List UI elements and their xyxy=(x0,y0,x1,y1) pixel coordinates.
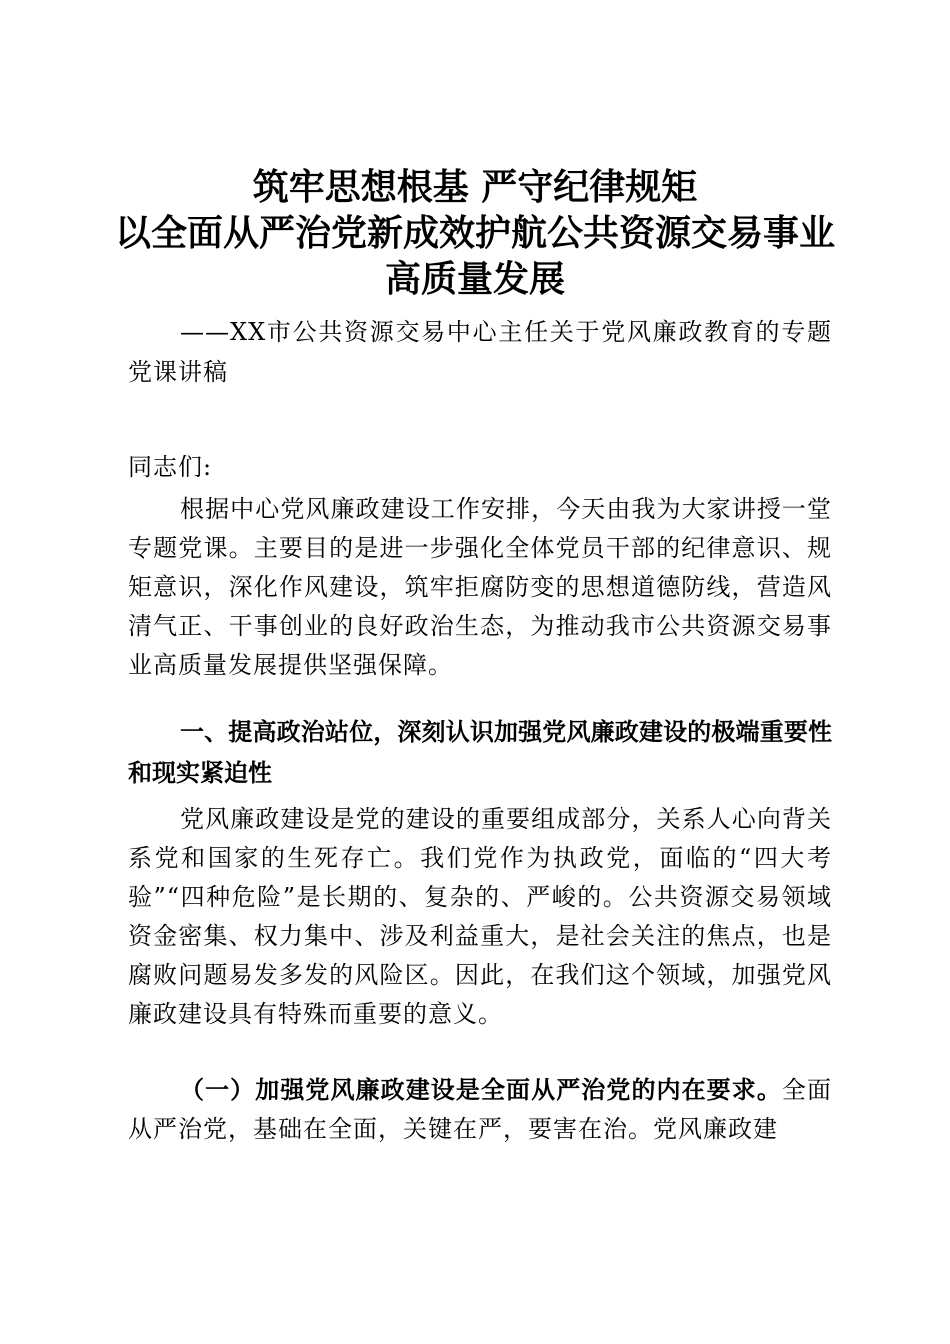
paragraph-subsection-1 xyxy=(128,1070,832,1149)
section-heading-1: 一、提高政治站位，深刻认识加强党风廉政建设的极端重要性和现实紧迫性 xyxy=(128,718,832,787)
salutation: 同志们: xyxy=(128,453,213,481)
paragraph-section-1: 党风廉政建设是党的建设的重要组成部分，关系人心向背关系党和国家的生死存亡。我们党作为执政党，面临的“四大考验”“四种危险”是长期的、复杂的、严峻的。公共资源交易领域资金密集、权力集中、涉及利益重大，是社会关注的焦点，也是腐败问题易发多发的风险区。因此，在我们这个领域，加强党风廉政建设具有特殊而重要的意义。 xyxy=(128,805,832,1028)
title-line-2: 以全面从严治党新成效护航公共资源交易事业 xyxy=(114,212,835,254)
subsection-lead: （一）加强党风廉政建设是全面从严治党的内在要求。 xyxy=(180,1075,782,1104)
subtitle: ——XX市公共资源交易中心主任关于党风廉政教育的专题党课讲稿 xyxy=(128,318,832,386)
title-line-3: 高质量发展 xyxy=(384,258,565,300)
title-line-1: 筑牢思想根基 严守纪律规矩 xyxy=(252,166,698,208)
subsection-text: 全面从严治党，基础在全面，关键在严，要害在治。党风廉政建 xyxy=(128,1076,833,1143)
paragraph-intro: 根据中心党风廉政建设工作安排，今天由我为大家讲授一堂专题党课。主要目的是进一步强化全体党员干部的纪律意识、规矩意识，深化作风建设，筑牢拒腐防变的思想道德防线，营造风清气正、干事创业的良好政治生态，为推动我市公共资源交易事业高质量发展提供坚强保障。 xyxy=(128,495,832,679)
